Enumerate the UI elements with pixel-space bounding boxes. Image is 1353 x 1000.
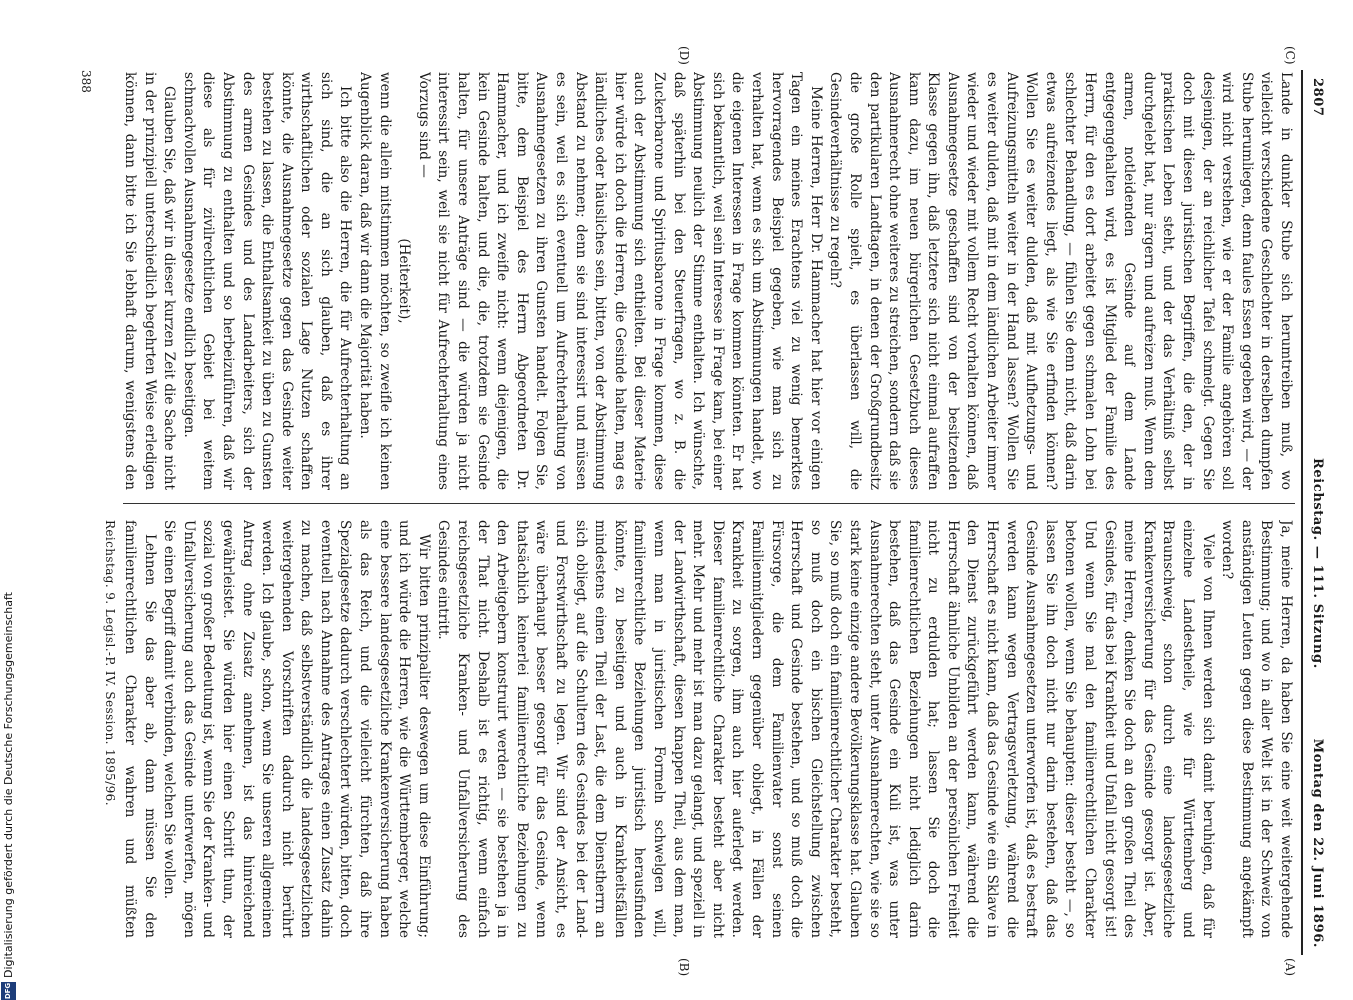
paragraph: Wir bitten prinzipaliter deswegen um diese Einführung; und ich würde die Herren, wie die Württemberger, welche eine bessere landesgesetzliche Krankenversicherung haben als das Reich, und die vielleicht fürchten, daß ihre Spezialgesetze dadurch verschlechtert würden, bitten, doch eventuell nach Annahme des Antrages einen Zusatz dahin zu machen, daß selbstverständlich die landesgesetzlichen weitergehenden Vorschriften dadurch nicht berührt werden. Ich glaube, schon, wenn Sie unseren allgemeinen Antrag ohne Zusatz annehmen, ist das hinreichend gewährleistet. Sie würden hier einen Schritt thun, der sozial von großer Bedeutung ist, wenn Sie der Kranken- und Unfallversicherung auch das Gesinde unterwerfen, mögen Sie einen Begriff damit verbinden, welchen Sie wollen. [161,520,432,938]
margin-marker-a: (A) [1283,958,1297,977]
header-rule [1301,70,1303,955]
header-page-number: 2807 [1310,78,1325,117]
paragraph: Viele von Ihnen werden sich damit beruhigen, daß für einzelne Landestheile, wie für Württemberg und Braunschweig, schon durch eine landesgesetzliche Krankenversicherung für das Gesinde gesorgt ist. Aber, meine Herren, denken Sie doch an den großen Theil des Gesindes, für das bei Krankheit und Unfall nicht gesorgt ist! Und wenn Sie mal den familienrechtlichen Charakter betonen wollen, wenn Sie behaupten: dieser besteht —, so lassen Sie ihn doch nicht nur darin bestehen, daß das Gesinde Ausnahmegesetzen unterworfen ist, daß es bestraft werden kann wegen Vertragsverletzung, während die Herrschaft es nicht kann, daß das Gesinde wie ein Sklave in den Dienst zurückgeführt werden kann, während die Herrschaft ähnliche Unbilden an der persönlichen Freiheit nicht zu erdulden hat; lassen Sie doch die familienrechtlichen Beziehungen nicht lediglich darin bestehen, daß das Gesinde ein Kuli ist, was unter Ausnahmerechten steht, unter Ausnahmerechten, wie sie so stark keine einzige andere Bevölkerungsklasse hat. Glauben Sie, so muß doch ein familienrechtlicher Charakter besteht, so muß doch ein bischen Gleichstellung zwischen Herrschaft und Gesinde bestehen, und so muß doch die Fürsorge, die dem Familienvater sonst seinen Familienmitgliedern gegenüber obliegt, in Fällen der Krankheit zu sorgen, ihm auch hier auferlegt werden. Dieser familienrechtliche Charakter besteht aber nicht mehr. Mehr und mehr ist man dazu gelangt, und speziell in der Landwirthschaft, diesen knappen Theil, aus dem man, wenn man in juristischen Formeln schwelgen will, familienrechtliche Beziehungen juristisch herausfinden könnte, zu beseitigen und auch in Krankheitsfällen mindestens einen Theil der Last, die dem Dienstherrn an sich obliegt, auf die Schultern des Gesindes bei der Land- und Forstwirthschaft zu legen. Wir sind der Ansicht, es wäre überhaupt besser gesorgt für das Gesinde, wenn thatsächlich keinerlei familienrechtliche Beziehungen zu den Arbeitgebern konstruirt werden — sie bestehen ja in der That nicht. Deshalb ist es richtig, wenn einfach reichsgesetzliche Kranken- und Unfallversicherung des Gesindes eintritt. [435,520,1216,938]
paragraph-interjection: (Heiterkeit), [396,238,413,324]
paragraph: Lehnen Sie das aber ab, dann müssen Sie den familienrechtlichen Charakter wahren und müßten [121,520,158,938]
paragraph: Ja, meine Herren, da haben Sie eine weit weitergehende Bestimmung; und wo in aller Welt ist in der Schweiz von anständigen Leuten gegen diese Bestimmung angekämpft worden? [1219,520,1294,938]
paragraph: Ich bitte also die Herren, die für Aufrechterhaltung an sich sind, die an sich glauben, daß es ihrer wirthschaftlichen oder sozialen Lage Nutzen schaffen könnte, die Ausnahmegesetze gegen das Gesinde weiter bestehen zu lassen, die Enthaltsamkeit zu üben zu Gunsten des armen Gesindes und des Landarbeiters, sich der Abstimmung zu enthalten und so herbeizuführen, daß wir diese als für zivilrechtlichen Gebiet bei weitem schmachvollen Ausnahmegesetze endlich beseitigen. [180,72,354,490]
margin-marker-c: (C) [1283,46,1297,65]
funding-credit-text: Digitalisierung gefördert durch die Deutsche Forschungsgemeinschaft [2,592,15,978]
margin-marker-b: (B) [677,958,691,977]
header-title: Reichstag. — 111. Sitzung. [1310,458,1325,669]
text-column-right [120,520,1295,938]
column-divider [123,503,1295,504]
paragraph: wenn die allein mitstimmen möchten, so zweifle ich keinen Augenblick daran, daß wir dann die Majorität haben. [357,72,393,490]
paragraph: Meine Herren, Herr Dr. Hammacher hat hier vor einigen Tagen ein meines Erachtens viel zu wenig bemerktes hervorragendes Beispiel gegeben, wie man sich zu verhalten hat, wenn es sich um Abstimmungen handelt, wo die eigenen Interessen in Frage kommen könnten. Er hat sich bekanntlich, weil sein Interesse in Frage kam, bei einer Abstimmung neulich der Stimme enthalten. Ich wünschte, daß späterhin bei den Steuerfragen, wo z. B. die Zuckerbarone und Spiritusbarone in Frage kommen, diese auch der Abstimmung sich enthielten. Bei dieser Materie hier würde ich doch die Herren, die Gesinde halten, mag es ländliches oder häusliches sein, bitten, von der Abstimmung Abstand zu nehmen; denn sie sind interessirt und müssen es sein, weil es sich eventuell um Aufrechterhaltung von Ausnahmegesetzen zu ihren Gunsten handelt. Folgen Sie, bitte, dem Beispiel des Herrn Abgeordneten Dr. Hammacher, und ich zweifle nicht: wenn diejenigen, die kein Gesinde halten, und die, die, trotzdem sie Gesinde halten, für unsere Anträge sind — die würden ja nicht interessirt sein, weil sie nicht für Aufrechterhaltung eines Vorzugs sind — [415,72,824,490]
text-column-left [120,72,1295,490]
paragraph: Glauben Sie, daß wir in dieser kurzen Zeit die Sache nicht in der prinzipiell unterschiedlich begehrten Weise erledigen können, dann bitte ich Sie lebhaft darum, wenigstens den [121,72,178,490]
footer-citation: Reichstag. 9. Legisl.-P. IV. Session. 1895/96. [103,520,117,806]
margin-marker-d: (D) [677,46,691,65]
paragraph: Lande in dunkler Stube sich herumtreiben muß, wo vielleicht verschiedene Geschlechter in derselben dumpfen Stube herumliegen, denn faules Essen gegeben wird, — der wird nicht verstehen, wie er der Familie angehören soll desjenigen, der an reichlicher Tafel schmelgt. Gegen Sie doch mit diesen juristischen Begriffen, die den, der in praktischen Leben steht, und der das Verhältniß selbst durchgelebt hat, nur ärgern und aufreizen muß. Wenn dem armen, notleidenden Gesinde auf dem Lande entgegengehalten wird, es ist Mitglied der Familie des Herrn, für den es dort arbeitet gegen schmalen Lohn bei schlechter Behandlung, — fühlen Sie denn nicht, daß darin etwas aufreizendes liegt, als wie Sie erfinden können? Wollen Sie es weiter dulden, daß mit Aufhetzungs- und Aufreizungsmitteln weiter in der Hand lassen? Wollen Sie es weiter dulden, daß mit in dem ländlichen Arbeiter immer wieder und wieder mit vollem Recht vorhalten können, daß Ausnahmegesetze geschaffen sind von der besitzenden Klasse gegen ihn, daß letztere sich nicht einmal aufraffen kann dazu, im neuen bürgerlichen Gesetzbuch dieses Ausnahmerecht ohne weiteres zu streichen, sondern daß sie den partikularen Landtagen, in denen der Großgrundbesitz die große Rolle spielt, es überlassen will, die Gesindeverhältnisse zu regeln? [827,72,1294,490]
page-header [1303,78,1325,948]
dfg-logo-icon: DFG [1,982,16,1000]
header-date: Montag den 22. Juni 1896. [1310,738,1325,948]
funding-credit [0,0,18,1000]
footer-page-number: 388 [79,70,93,93]
